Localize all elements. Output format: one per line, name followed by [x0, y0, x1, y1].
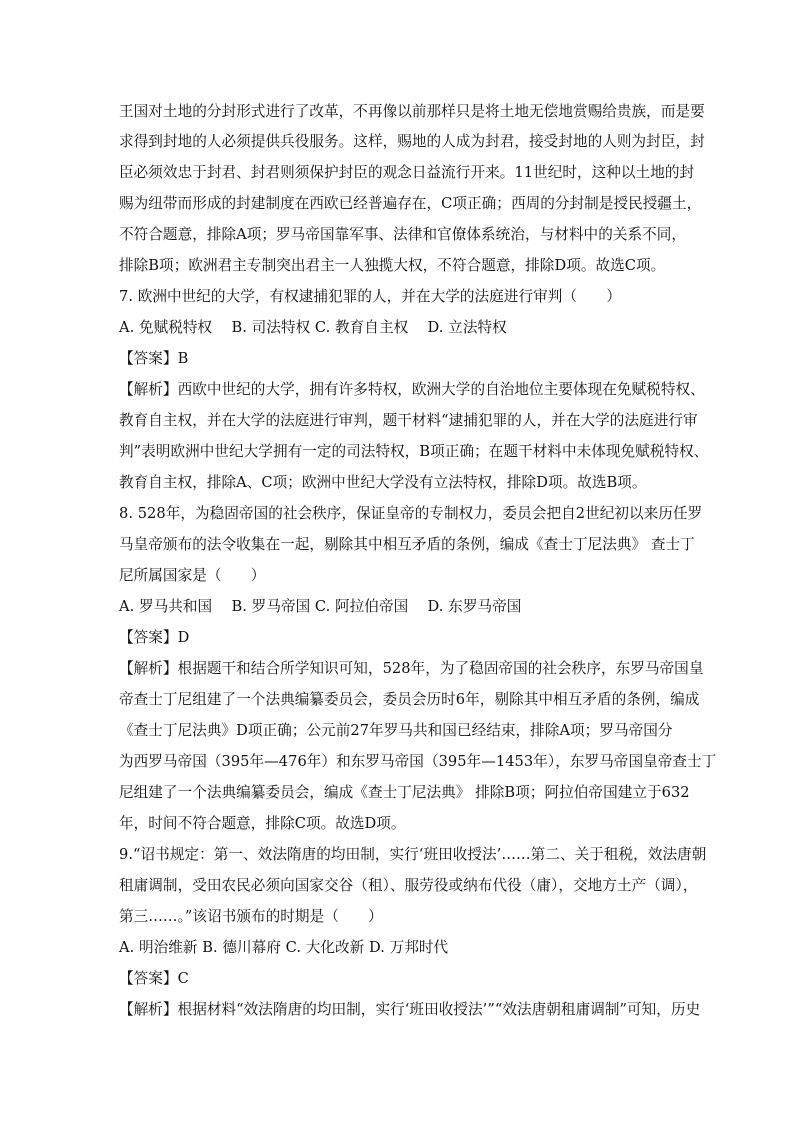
text-line: 王国对土地的分封形式进行了改革，不再像以前那样只是将土地无偿地赏赐给贵族，而是要 — [119, 103, 705, 120]
text-line: 教育自主权，并在大学的法庭进行审判，题干材料“逮捕犯罪的人，并在大学的法庭进行审 — [119, 412, 698, 429]
text-line: 为西罗马帝国（395年—476年）和东罗马帝国（395年—1453年），东罗马帝国皇帝查士丁 — [119, 753, 717, 770]
answer-9: 【答案】C — [119, 970, 189, 987]
text-line: 租庸调制，受田农民必须向国家交谷（租）、服劳役或纳布代役（庸），交地方土产（调）， — [119, 877, 698, 894]
question-8: 8. 528年，为稳固帝国的社会秩序，保证皇帝的专制权力，委员会把自2世纪初以来历任罗 — [119, 505, 703, 522]
text-line: 臣必须效忠于封君、封君则须保护封臣的观念日益流行开来。11世纪时，这种以土地的封 — [119, 164, 695, 181]
question-9: 9.“诏书规定：第一、效法隋唐的均田制，实行‘班田收授法’……第二、关于租税，效法唐朝 — [119, 846, 707, 863]
text-line: 《查士丁尼法典》D项正确；公元前27年罗马共和国已经结束，排除A项；罗马帝国分 — [119, 722, 673, 739]
text-line: 马皇帝颁布的法令收集在一起，剔除其中相互矛盾的条例，编成《查士丁尼法典》 查士丁 — [119, 536, 695, 553]
text-line: 年，时间不符合题意，排除C项。故选D项。 — [119, 815, 406, 832]
answer-8: 【答案】D — [119, 629, 190, 646]
answer-7: 【答案】B — [119, 350, 189, 367]
text-line: 教育自主权，排除A、C项；欧洲中世纪大学没有立法特权，排除D项。故选B项。 — [119, 474, 647, 491]
question-8-options: A. 罗马共和国 B. 罗马帝国 C. 阿拉伯帝国 D. 东罗马帝国 — [119, 598, 522, 615]
text-line: 判”表明欧洲中世纪大学拥有一定的司法特权，B项正确；在题干材料中未体现免赋税特权、 — [119, 443, 709, 460]
text-line: 尼组建了一个法典编纂委员会，编成《查士丁尼法典》 排除B项；阿拉伯帝国建立于632 — [119, 784, 690, 801]
question-7-options: A. 免赋税特权 B. 司法特权 C. 教育自主权 D. 立法特权 — [119, 319, 507, 336]
text-line: 赐为纽带而形成的封建制度在西欧已经普遍存在，C项正确；西周的分封制是授民授疆土， — [119, 195, 702, 212]
question-7: 7. 欧洲中世纪的大学，有权逮捕犯罪的人，并在大学的法庭进行审判（ ） — [119, 288, 621, 305]
text-line: 尼所属国家是（ ） — [119, 567, 266, 584]
text-line: 排除B项；欧洲君主专制突出君主一人独揽大权，不符合题意，排除D项。故选C项。 — [119, 257, 666, 274]
analysis-9: 【解析】根据材料“效法隋唐的均田制，实行‘班田收授法’”“效法唐朝租庸调制”可知，历史 — [119, 1001, 701, 1018]
text-line: 帝查士丁尼组建了一个法典编纂委员会，委员会历时6年，剔除其中相互矛盾的条例，编成 — [119, 691, 700, 708]
analysis-7: 【解析】西欧中世纪的大学，拥有许多特权，欧洲大学的自治地位主要体现在免赋税特权、 — [119, 381, 705, 398]
text-line: 求得到封地的人必须提供兵役服务。这样，赐地的人成为封君，接受封地的人则为封臣，封 — [119, 133, 705, 150]
text-line: 不符合题意，排除A项；罗马帝国靠军事、法律和官僚体系统治，与材料中的关系不同， — [119, 226, 687, 243]
text-line: 第三……。”该诏书颁布的时期是（ ） — [119, 908, 383, 925]
question-9-options: A. 明治维新 B. 德川幕府 C. 大化改新 D. 万邦时代 — [119, 939, 449, 956]
analysis-8: 【解析】根据题干和结合所学知识可知，528年，为了稳固帝国的社会秩序，东罗马帝国皇 — [119, 660, 704, 677]
